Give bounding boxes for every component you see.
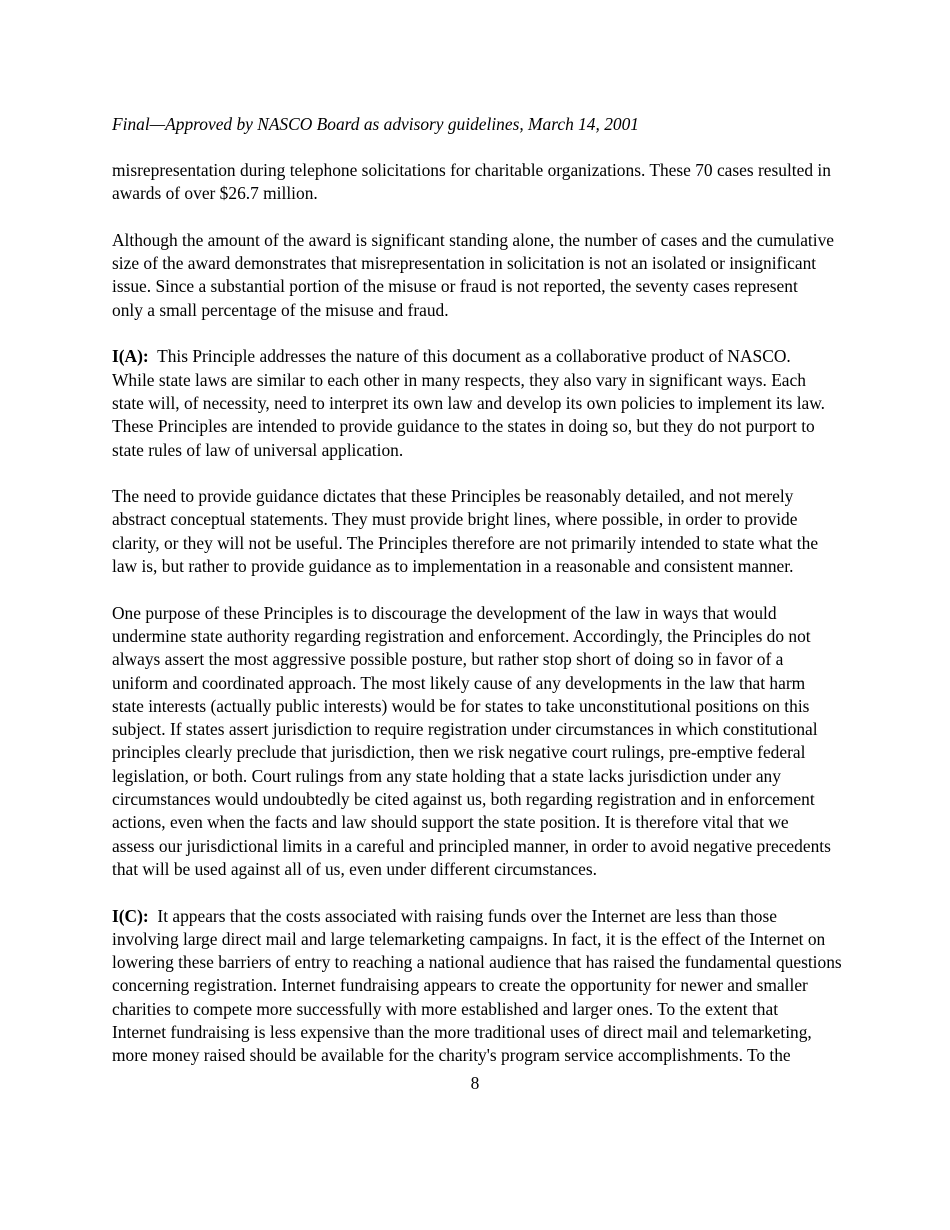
section-label: I(A): <box>112 346 149 367</box>
document-body <box>112 159 852 1091</box>
text-line: awards of over $26.7 million. <box>112 183 318 204</box>
text-span: It appears that the costs associated with raising funds over the Internet are less than those <box>148 905 777 926</box>
paragraph-principle-ic <box>112 905 852 1068</box>
text-line: size of the award demonstrates that misrepresentation in solicitation is not an isolated or insignificant <box>112 253 817 274</box>
text-span: This Principle addresses the nature of this document as a collaborative product of NASCO. <box>148 346 791 367</box>
text-line: that will be used against all of us, even under different circumstances. <box>112 858 598 879</box>
text-line: legislation, or both. Court rulings from any state holding that a state lacks jurisdiction under any <box>112 765 781 786</box>
text-line: only a small percentage of the misuse and fraud. <box>112 299 449 320</box>
text-line: subject. If states assert jurisdiction to require registration under circumstances in which constitutional <box>112 719 818 740</box>
paragraph-principle-ia <box>112 345 852 461</box>
text-line: The need to provide guidance dictates that these Principles be reasonably detailed, and not merely <box>112 486 794 507</box>
text-line: Although the amount of the award is significant standing alone, the number of cases and the cumulative <box>112 229 834 250</box>
paragraph-guidance <box>112 485 852 578</box>
text-line: state rules of law of universal application. <box>112 439 404 460</box>
text-line: state will, of necessity, need to interpret its own law and develop its own policies to implement its law. <box>112 392 826 413</box>
paragraph-purpose <box>112 602 852 882</box>
text-line: state interests (actually public interests) would be for states to take unconstitutional positions on this <box>112 695 810 716</box>
text-line: Internet fundraising is less expensive than the more traditional uses of direct mail and telemarketing, <box>112 1021 812 1042</box>
text-line: clarity, or they will not be useful. The Principles therefore are not primarily intended to state what the <box>112 532 819 553</box>
paragraph-award-totals <box>112 159 852 206</box>
text-line: concerning registration. Internet fundraising appears to create the opportunity for newer and smaller <box>112 975 808 996</box>
text-line <box>112 905 852 928</box>
text-line: lowering these barriers of entry to reaching a national audience that has raised the fundamental questions <box>112 952 842 973</box>
text-line: issue. Since a substantial portion of the misuse or fraud is not reported, the seventy cases represent <box>112 276 798 297</box>
text-line: These Principles are intended to provide guidance to the states in doing so, but they do not purport to <box>112 416 815 437</box>
text-line: uniform and coordinated approach. The most likely cause of any developments in the law that harm <box>112 672 806 693</box>
running-header: Final—Approved by NASCO Board as advisory guidelines, March 14, 2001 <box>112 114 639 134</box>
text-line: more money raised should be available for the charity's program service accomplishments. To the <box>112 1045 791 1066</box>
text-line: undermine state authority regarding registration and enforcement. Accordingly, the Principles do not <box>112 625 811 646</box>
text-line: actions, even when the facts and law should support the state position. It is therefore vital that we <box>112 812 789 833</box>
text-line: misrepresentation during telephone solicitations for charitable organizations. These 70 cases resulted in <box>112 160 831 180</box>
text-line: principles clearly preclude that jurisdiction, then we risk negative court rulings, pre-emptive federal <box>112 742 806 763</box>
text-line <box>112 345 852 368</box>
text-line: circumstances would undoubtedly be cited against us, both regarding registration and in enforcement <box>112 789 815 810</box>
text-line: always assert the most aggressive possible posture, but rather stop short of doing so in favor of a <box>112 649 784 670</box>
text-line: One purpose of these Principles is to discourage the development of the law in ways that would <box>112 602 777 623</box>
text-line: law is, but rather to provide guidance as to implementation in a reasonable and consistent manner. <box>112 556 794 577</box>
text-line: assess our jurisdictional limits in a careful and principled manner, in order to avoid negative precedents <box>112 835 831 856</box>
section-label: I(C): <box>112 905 149 926</box>
text-line: While state laws are similar to each other in many respects, they also vary in significant ways. Each <box>112 369 806 390</box>
text-line: abstract conceptual statements. They must provide bright lines, where possible, in order to provide <box>112 509 798 530</box>
page-number: 8 <box>470 1073 480 1093</box>
paragraph-misrepresentation <box>112 229 852 322</box>
text-line: charities to compete more successfully with more established and larger ones. To the extent that <box>112 998 779 1019</box>
text-line: involving large direct mail and large telemarketing campaigns. In fact, it is the effect of the Internet on <box>112 928 826 949</box>
